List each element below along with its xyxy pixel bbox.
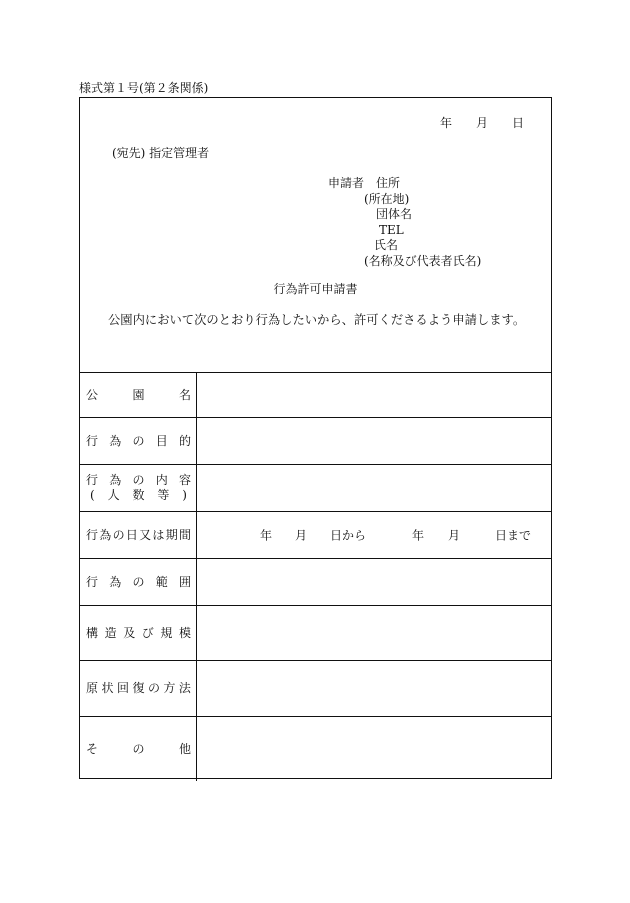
row-label-park-name: 公 園 名 — [80, 373, 197, 417]
table-row-structure-scale — [80, 606, 551, 661]
row-label-other: そ の 他 — [80, 717, 197, 781]
period-start-day-label: 日から — [330, 528, 367, 543]
date-month-label: 月 — [475, 116, 488, 130]
name-label: 氏名 — [374, 238, 399, 252]
row-label-content: 行 為 の 内 容 ( 人 数 等 ) — [80, 465, 197, 511]
row-label-restoration-method: 原 状 回 復 の 方 法 — [80, 661, 197, 716]
period-start-month-label: 月 — [295, 528, 308, 543]
row-value-content[interactable] — [197, 465, 551, 511]
table-row-content — [80, 465, 551, 512]
table-row-other — [80, 717, 551, 781]
period-end-month-label: 月 — [448, 528, 461, 543]
form-header — [80, 98, 551, 373]
date-year-label: 年 — [439, 116, 452, 130]
table-row-scope — [80, 559, 551, 606]
period-end-year-label: 年 — [412, 528, 425, 543]
org-label: 団体名 — [376, 207, 413, 221]
row-value-other[interactable] — [197, 717, 551, 781]
row-value-scope[interactable] — [197, 559, 551, 605]
table-row-park-name — [80, 373, 551, 418]
form-table — [80, 373, 551, 781]
address-label: 住所 — [376, 176, 401, 190]
row-value-period[interactable] — [197, 512, 551, 558]
addressee: (宛先) 指定管理者 — [112, 146, 210, 160]
application-statement: 公園内において次のとおり行為したいから、許可くださるよう申請します。 — [108, 313, 526, 327]
address-sub-label: (所在地) — [364, 191, 410, 206]
table-row-period — [80, 512, 551, 559]
period-start-year-label: 年 — [260, 528, 273, 543]
row-value-structure-scale[interactable] — [197, 606, 551, 660]
table-row-purpose — [80, 418, 551, 465]
table-row-restoration-method — [80, 661, 551, 717]
date-line — [440, 116, 524, 131]
row-label-period: 行 為 の 日 又 は 期 間 — [80, 512, 197, 558]
tel-label: TEL — [379, 222, 404, 237]
period-end-day-label: 日まで — [495, 528, 532, 543]
row-value-park-name[interactable] — [197, 373, 551, 417]
applicant-heading: 申請者 — [328, 176, 365, 190]
form-title: 行為許可申請書 — [273, 282, 358, 296]
row-label-purpose: 行 為 の 目 的 — [80, 418, 197, 464]
row-value-restoration-method[interactable] — [197, 661, 551, 716]
row-label-scope: 行 為 の 範 囲 — [80, 559, 197, 605]
form-number: 様式第１号(第２条関係) — [79, 81, 209, 95]
row-label-structure-scale: 構 造 及 び 規 模 — [80, 606, 197, 660]
application-form — [79, 97, 552, 779]
date-day-label: 日 — [511, 116, 524, 130]
applicant-block — [328, 176, 481, 269]
row-value-purpose[interactable] — [197, 418, 551, 464]
name-sub-label: (名称及び代表者氏名) — [364, 253, 482, 268]
